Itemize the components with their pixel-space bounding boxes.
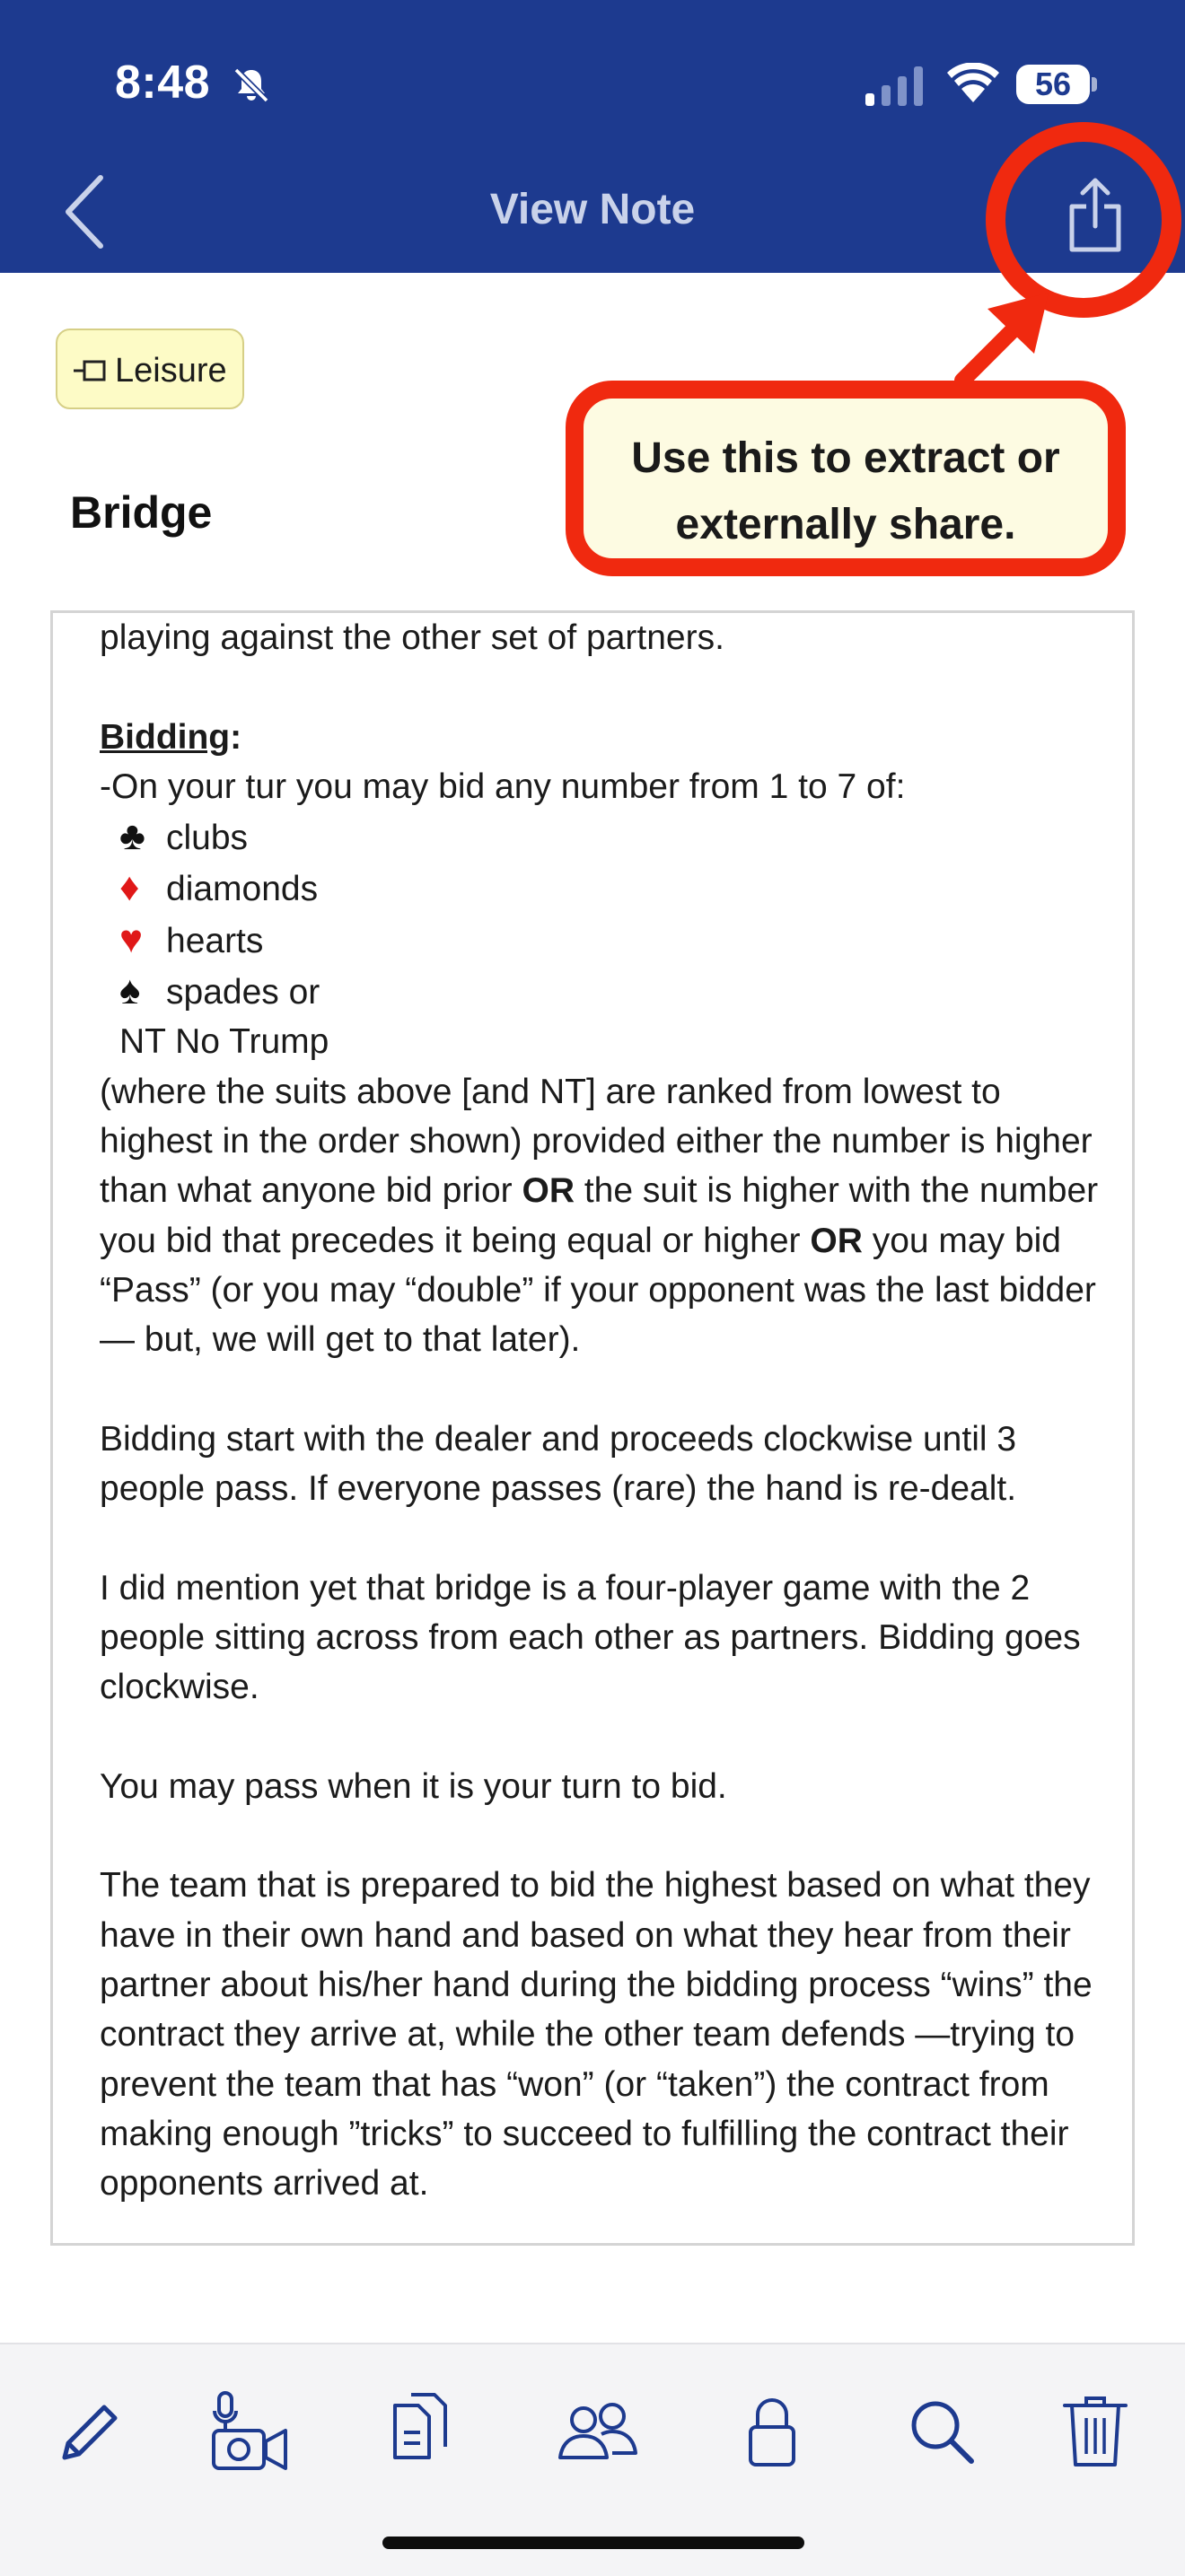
lock-icon[interactable]	[727, 2388, 817, 2477]
bidding-colon: :	[230, 717, 242, 757]
people-icon[interactable]	[553, 2388, 643, 2477]
cellular-signal-icon	[865, 66, 923, 106]
paragraph: You may pass when it is your turn to bid.	[100, 1766, 727, 1806]
paragraph: The team that is prepared to bid the highest based on what they have in their own hand and based on what they hear from their partner about his/her hand during the bidding process “wins” the contract they arrive at, while the other team defends —trying to prevent the team that has “won” (or “taken”) the contract from making enough ”tricks” to succeed to fulfilling the contract their opponents arrived at.	[100, 1866, 1093, 2204]
tag-icon	[72, 359, 108, 382]
annotation-callout	[566, 381, 1126, 576]
bold-or: OR	[810, 1221, 863, 1260]
note-text	[100, 613, 1105, 2209]
silent-bell-icon	[231, 65, 272, 106]
home-indicator	[382, 2537, 804, 2549]
text-run: the suit is higher with the number you bid that precedes it being equal or higher	[100, 1171, 1099, 1260]
bold-or: OR	[522, 1171, 575, 1211]
bidding-heading: Bidding	[100, 717, 231, 757]
suit-no-trump: NT No Trump	[119, 1022, 329, 1062]
callout-text: Use this to extract or externally share.	[631, 434, 1060, 548]
suit-spades	[100, 966, 1105, 1017]
hearts-icon: ♥	[119, 916, 144, 961]
trash-icon[interactable]	[1050, 2388, 1140, 2477]
page-title: View Note	[489, 186, 696, 233]
suit-label: clubs	[166, 819, 249, 858]
text-run: (where the suits above [and NT] are ranked from lowest to highest in the order shown) provided either the number is higher than what anyone bid prior	[100, 1072, 1093, 1211]
note-title: Bridge	[70, 487, 213, 538]
search-icon[interactable]	[898, 2388, 988, 2477]
category-tag[interactable]	[56, 329, 244, 409]
paragraph: I did mention yet that bridge is a four-player game with the 2 people sitting across from each other as partners. Bidding goes clockwise.	[100, 1568, 1081, 1707]
copy-icon[interactable]	[375, 2388, 465, 2477]
suit-clubs	[100, 811, 1105, 863]
diamonds-icon: ♦	[119, 865, 140, 910]
paragraph: Bidding start with the dealer and proceeds clockwise until 3 people pass. If everyone passes (rare) the hand is re-dealt.	[100, 1419, 1017, 1509]
suit-label: hearts	[166, 921, 264, 960]
note-content[interactable]	[50, 610, 1135, 2246]
battery-indicator	[1016, 65, 1090, 104]
text-run: you may bid “Pass” (or you may “double” if your opponent was the last bidder — but, we will get to that later).	[100, 1221, 1096, 1360]
text-line: playing against the other set of partners.	[100, 618, 724, 657]
wifi-icon	[946, 63, 1000, 104]
edit-icon[interactable]	[43, 2388, 133, 2477]
battery-tip	[1092, 77, 1097, 92]
paragraph	[100, 1067, 1105, 1365]
suit-diamonds	[100, 863, 1105, 914]
battery-level: 56	[1034, 66, 1072, 102]
bidding-heading-line	[100, 713, 1105, 762]
suit-hearts	[100, 915, 1105, 966]
text-line: -On your tur you may bid any number from 1 to 7 of:	[100, 767, 906, 806]
tag-label: Leisure	[115, 352, 227, 390]
clubs-icon: ♣	[119, 814, 145, 859]
camera-mic-icon[interactable]	[205, 2388, 294, 2477]
suit-label: spades or	[166, 973, 320, 1012]
suit-label: diamonds	[166, 870, 319, 909]
spades-icon: ♠	[119, 968, 141, 1013]
status-time: 8:48	[115, 57, 211, 109]
annotation-circle	[986, 122, 1181, 318]
